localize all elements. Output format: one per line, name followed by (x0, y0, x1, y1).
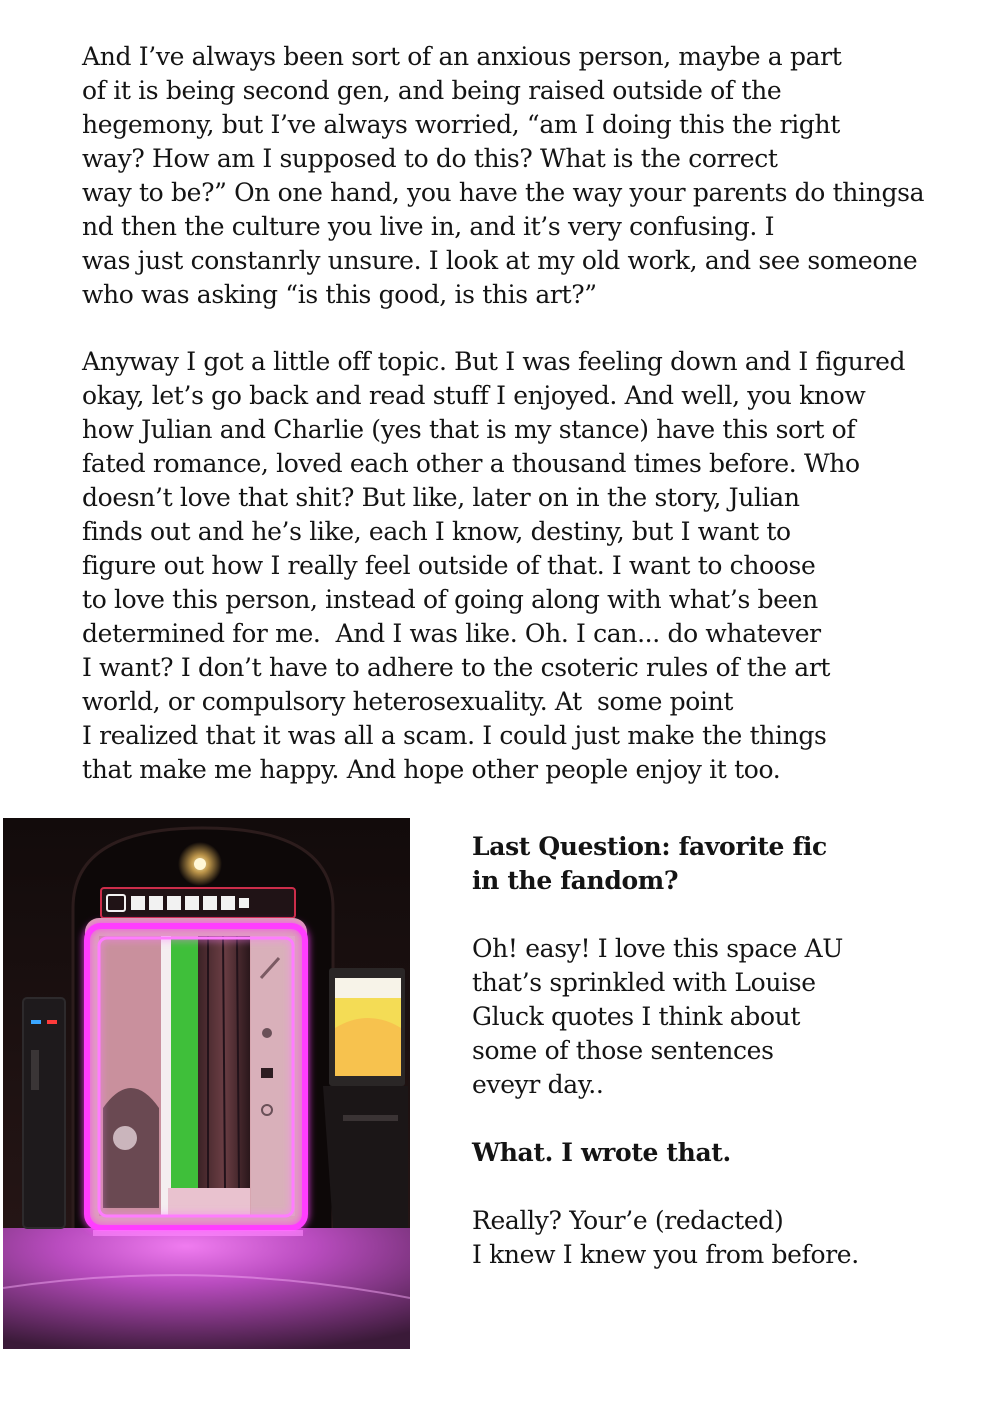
text-line: Gluck quotes I think about (472, 1002, 801, 1031)
text-line: to love this person, instead of going along with what’s been (82, 585, 818, 614)
question-heading (472, 830, 859, 898)
text-line: And I’ve always been sort of an anxious person, maybe a part (82, 42, 842, 71)
closing-text (472, 1204, 859, 1272)
text-line: way? How am I supposed to do this? What is the correct (82, 144, 778, 173)
text-line: What. I wrote that. (472, 1138, 731, 1167)
text-line: who was asking “is this good, is this art?” (82, 280, 597, 309)
text-line: doesn’t love that shit? But like, later on in the story, Julian (82, 483, 800, 512)
paragraph-anxious (82, 40, 924, 312)
text-line: eveyr day.. (472, 1070, 604, 1099)
kiosk-left (23, 998, 65, 1228)
text-line: figure out how I really feel outside of that. I want to choose (82, 551, 816, 580)
text-line: I realized that it was all a scam. I could just make the things (82, 721, 827, 750)
text-line: Oh! easy! I love this space AU (472, 934, 843, 963)
text-line: fated romance, loved each other a thousand times before. Who (82, 449, 860, 478)
text-line: Anyway I got a little off topic. But I was feeling down and I figured (82, 347, 906, 376)
green-screen (168, 938, 198, 1188)
text-line: nd then the culture you live in, and it’s very confusing. I (82, 212, 775, 241)
heading-line: Last Question: favorite fic (472, 832, 827, 861)
text-line: Really? Your’e (redacted) (472, 1206, 784, 1235)
text-line: some of those sentences (472, 1036, 774, 1065)
text-line: way to be?” On one hand, you have the way your parents do thingsa (82, 178, 925, 207)
text-line: I knew I knew you from before. (472, 1240, 859, 1269)
text-line: okay, let’s go back and read stuff I enjoyed. And well, you know (82, 381, 866, 410)
text-line: hegemony, but I’ve always worried, “am I doing this the right (82, 110, 840, 139)
heading-line: in the fandom? (472, 866, 679, 895)
text-line: that make me happy. And hope other people enjoy it too. (82, 755, 781, 784)
paragraph-off-topic (82, 345, 905, 787)
text-line: finds out and he’s like, each I know, destiny, but I want to (82, 517, 791, 546)
text-line: determined for me. And I was like. Oh. I can... do whatever (82, 619, 821, 648)
last-question-section (472, 830, 859, 1306)
reply-text (472, 1136, 859, 1170)
text-line: that’s sprinkled with Louise (472, 968, 816, 997)
text-line: was just constanrly unsure. I look at my old work, and see someone (82, 246, 918, 275)
photo-booth-image (3, 818, 410, 1349)
text-line: world, or compulsory heterosexuality. At some point (82, 687, 734, 716)
text-line: how Julian and Charlie (yes that is my stance) have this sort of (82, 415, 856, 444)
text-line: I want? I don’t have to adhere to the csoteric rules of the art (82, 653, 831, 682)
text-line: of it is being second gen, and being raised outside of the (82, 76, 782, 105)
question-answer (472, 932, 859, 1102)
